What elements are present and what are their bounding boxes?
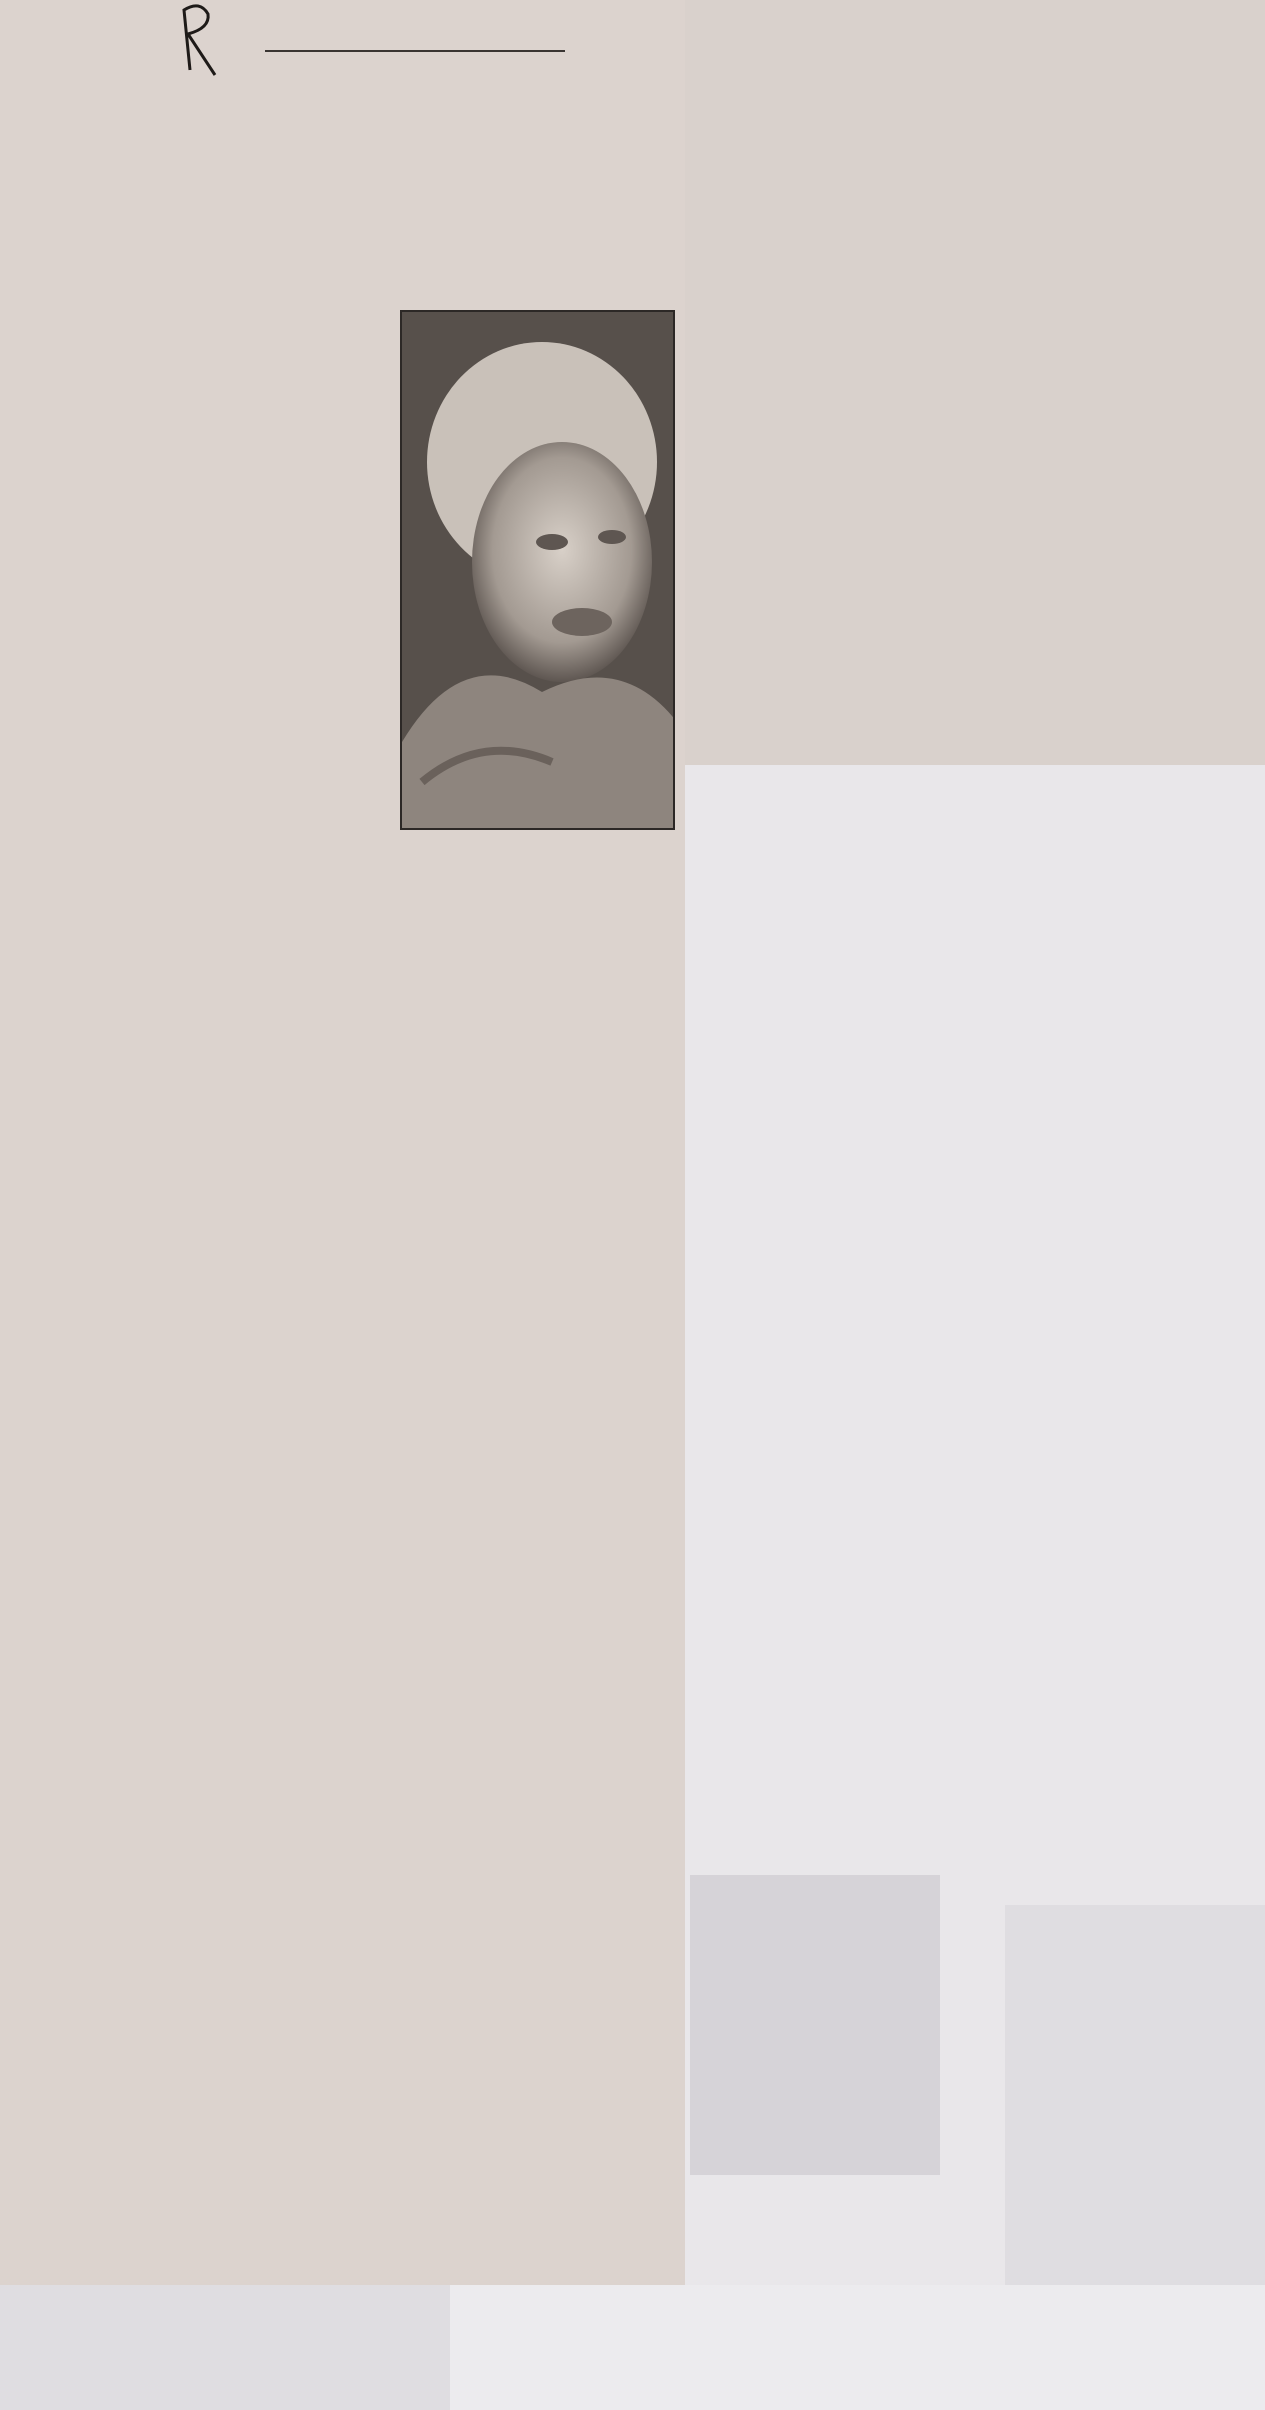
handwritten-r-mark-icon: [160, 0, 230, 80]
bleed-through-area: [685, 765, 1265, 2285]
bleed-image-block: [0, 2285, 450, 2410]
bleed-image-block: [690, 1875, 940, 2175]
headline-rule: [265, 50, 565, 52]
portrait-photo-icon: [400, 310, 675, 830]
clipping-paper-right: [685, 0, 1265, 765]
bleed-image-block: [1005, 1905, 1265, 2285]
